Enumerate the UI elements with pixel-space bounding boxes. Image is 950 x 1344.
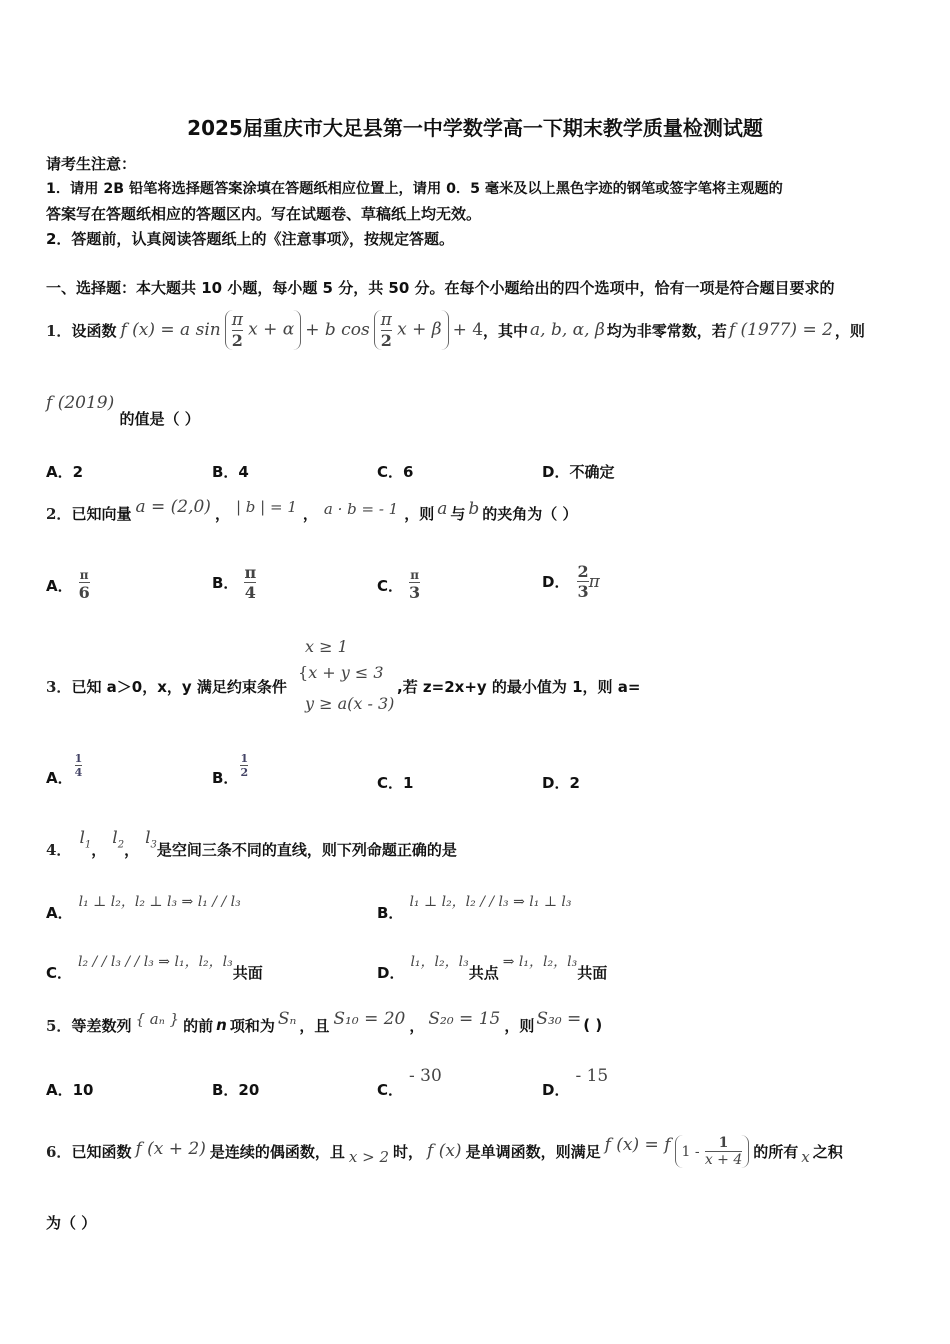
- q2-ask: 的夹角为（ ）: [482, 504, 578, 523]
- q4-comma-1: ，: [91, 841, 107, 859]
- q3-option-b[interactable]: B． $\frac{1}{2}$: [212, 751, 249, 787]
- q6-f-x: f (x): [427, 1141, 462, 1161]
- q2-vector-a: a = (2,0): [135, 497, 211, 517]
- q3-option-c[interactable]: C．1: [377, 774, 414, 792]
- q1-lead: 设函数: [71, 321, 117, 340]
- q1-frac-2: $\frac{\pi}{2}$: [380, 310, 392, 350]
- q5-paren: ( ): [583, 1016, 603, 1034]
- q1-paren-1: $\frac{\pi}{2}$ x + α: [225, 310, 302, 350]
- q2-option-a[interactable]: A． $\frac{\pi}{6}$: [46, 568, 90, 602]
- q4-number: 4．: [46, 841, 72, 859]
- q3-option-a[interactable]: A． $\frac{1}{4}$: [46, 751, 83, 787]
- q2-number: 2．: [46, 504, 72, 523]
- q1-option-b[interactable]: B．4: [212, 463, 249, 481]
- q2-comma-2: ，: [302, 504, 318, 523]
- question-6: [46, 1126, 843, 1176]
- q1-option-d[interactable]: D．不确定: [542, 463, 615, 481]
- q1-ask-line: [46, 393, 200, 438]
- q6-paren: 1 - $\frac{1}{x + 4}$: [675, 1135, 750, 1168]
- q3-tail: ,若 z=2x+y 的最小值为 1，则 a=: [397, 678, 641, 696]
- page-title: 2025届重庆市大足县第一中学数学高一下期末教学质量检测试题: [187, 116, 763, 140]
- q4-option-a[interactable]: A．l₁ ⊥ l₂，l₂ ⊥ l₃ ⇒ l₁ / / l₃: [46, 894, 241, 922]
- q1-ask: 的值是（ ）: [119, 410, 200, 428]
- q5-sequence: { aₙ }: [135, 1010, 180, 1028]
- notice-line-2: 2．答题前，认真阅读答题纸上的《注意事项》，按规定答题。: [46, 230, 454, 248]
- q5-number: 5．: [46, 1016, 72, 1035]
- q5-s10: S₁₀ = 20: [333, 1009, 406, 1029]
- q4-l2: $l_2$: [112, 827, 125, 850]
- q1-f2019: f (2019): [46, 393, 115, 413]
- q6-mid-2: 时，: [393, 1142, 424, 1161]
- q3-constraint-2: x + y ≤ 3: [308, 663, 384, 682]
- q3-brace: {: [298, 663, 309, 682]
- q5-s30: S₃₀ =: [536, 1009, 582, 1029]
- q5-mid-3: ，且: [299, 1016, 330, 1035]
- q4-comma-2: ，: [124, 841, 140, 859]
- q5-s20: S₂₀ = 15: [428, 1009, 501, 1029]
- q1-func-mid: + b cos: [305, 320, 370, 340]
- q3-number: 3．: [46, 678, 72, 696]
- q1-func-left: f (x) = a sin: [120, 320, 221, 340]
- q3-option-d[interactable]: D．2: [542, 774, 580, 792]
- q6-mid-3: 是单调函数，则满足: [465, 1142, 601, 1161]
- q5-lead: 等差数列: [71, 1016, 132, 1035]
- question-1: [46, 310, 865, 350]
- q2-lead: 已知向量: [71, 504, 132, 523]
- q6-eq-left: f (x) = f: [604, 1135, 671, 1155]
- q1-option-c[interactable]: C．6: [377, 463, 414, 481]
- question-2: [46, 498, 578, 528]
- q5-option-a[interactable]: A．10: [46, 1081, 94, 1099]
- q2-option-c[interactable]: C． $\frac{\pi}{3}$: [377, 568, 421, 602]
- q5-option-c[interactable]: C．- 30: [377, 1066, 442, 1099]
- question-5: [46, 1005, 602, 1045]
- q6-number: 6．: [46, 1142, 72, 1161]
- q6-mid-4: 的所有: [753, 1142, 799, 1161]
- q1-condition: f (1977) = 2: [728, 320, 833, 340]
- q4-option-b[interactable]: B．l₁ ⊥ l₂，l₂ / / l₃ ⇒ l₁ ⊥ l₃: [377, 894, 572, 922]
- q4-option-c[interactable]: C．l₂ / / l₃ / / l₃ ⇒ l₁，l₂，l₃共面: [46, 954, 263, 982]
- section-1-heading: 一、选择题：本大题共 10 小题，每小题 5 分，共 50 分。在每个小题给出的四个选项中，恰有一项是符合题目要求的: [46, 279, 835, 297]
- q3-constraint-3: y ≥ a(x - 3): [305, 694, 395, 713]
- question-4: [46, 827, 457, 860]
- q6-condition: x > 2: [348, 1148, 389, 1166]
- q1-vars: a, b, α, β: [530, 320, 605, 340]
- q2-option-b[interactable]: B． $\frac{\pi}{4}$: [212, 563, 257, 602]
- q2-b: b: [468, 499, 480, 519]
- question-3: [46, 676, 287, 697]
- q4-tail: 是空间三条不同的直线，则下列命题正确的是: [156, 841, 457, 859]
- q1-func-end: + 4: [452, 320, 484, 340]
- q5-comma: ，: [409, 1016, 425, 1035]
- q4-l1: $l_1$: [79, 827, 92, 850]
- q2-comma-1: ，: [214, 504, 230, 523]
- q6-f-shift: f (x + 2): [135, 1139, 206, 1159]
- q4-option-d[interactable]: D．l₁，l₂，l₃共点⇒ l₁，l₂，l₃共面: [377, 954, 608, 982]
- q5-n: n: [216, 1016, 227, 1034]
- q4-l3: $l_3$: [145, 827, 157, 850]
- q6-tail: 之积: [812, 1142, 843, 1161]
- q6-lead: 已知函数: [71, 1142, 132, 1161]
- q2-option-d[interactable]: D． $\frac{2}{3}$ π: [542, 562, 600, 601]
- q2-abs-b: | b | = 1: [235, 498, 297, 516]
- q2-dot-product: a · b = - 1: [323, 500, 399, 518]
- q1-tail: ，则: [834, 321, 865, 340]
- q5-option-d[interactable]: D．- 15: [542, 1066, 609, 1099]
- q1-mid-2: 均为非零常数，若: [606, 321, 727, 340]
- q5-sn: Sₙ: [277, 1009, 297, 1029]
- q6-x: x: [801, 1148, 810, 1166]
- q5-then: ，则: [504, 1016, 535, 1035]
- notice-heading: 请考生注意：: [46, 155, 137, 173]
- q1-number: 1．: [46, 321, 72, 340]
- q5-mid: 的前: [183, 1016, 214, 1035]
- q2-a: a: [437, 499, 448, 519]
- q5-mid-2: 项和为: [229, 1016, 275, 1035]
- notice-line-1b: 答案写在答题纸相应的答题区内。写在试题卷、草稿纸上均无效。: [46, 205, 482, 223]
- q2-and: 与: [450, 504, 466, 523]
- q1-option-a[interactable]: A．2: [46, 463, 84, 481]
- q3-constraint-1: x ≥ 1: [305, 637, 348, 656]
- q6-line-2: 为（ ）: [46, 1214, 97, 1232]
- q1-mid: ，其中: [483, 321, 529, 340]
- notice-line-1a: 1．请用 2B 铅笔将选择题答案涂填在答题纸相应位置上，请用 0．5 毫米及以上黑色字迹的钢笔或签字笔将主观题的: [46, 181, 783, 197]
- q3-lead: 已知 a＞0，x，y 满足约束条件: [71, 678, 287, 696]
- q1-frac-1: $\frac{\pi}{2}$: [231, 310, 243, 350]
- q2-then: ，则: [404, 504, 435, 523]
- q3-constraint-block: [298, 663, 384, 682]
- q5-option-b[interactable]: B．20: [212, 1081, 260, 1099]
- q6-mid-1: 是连续的偶函数，且: [209, 1142, 345, 1161]
- q1-paren-2: $\frac{\pi}{2}$ x + β: [374, 310, 449, 350]
